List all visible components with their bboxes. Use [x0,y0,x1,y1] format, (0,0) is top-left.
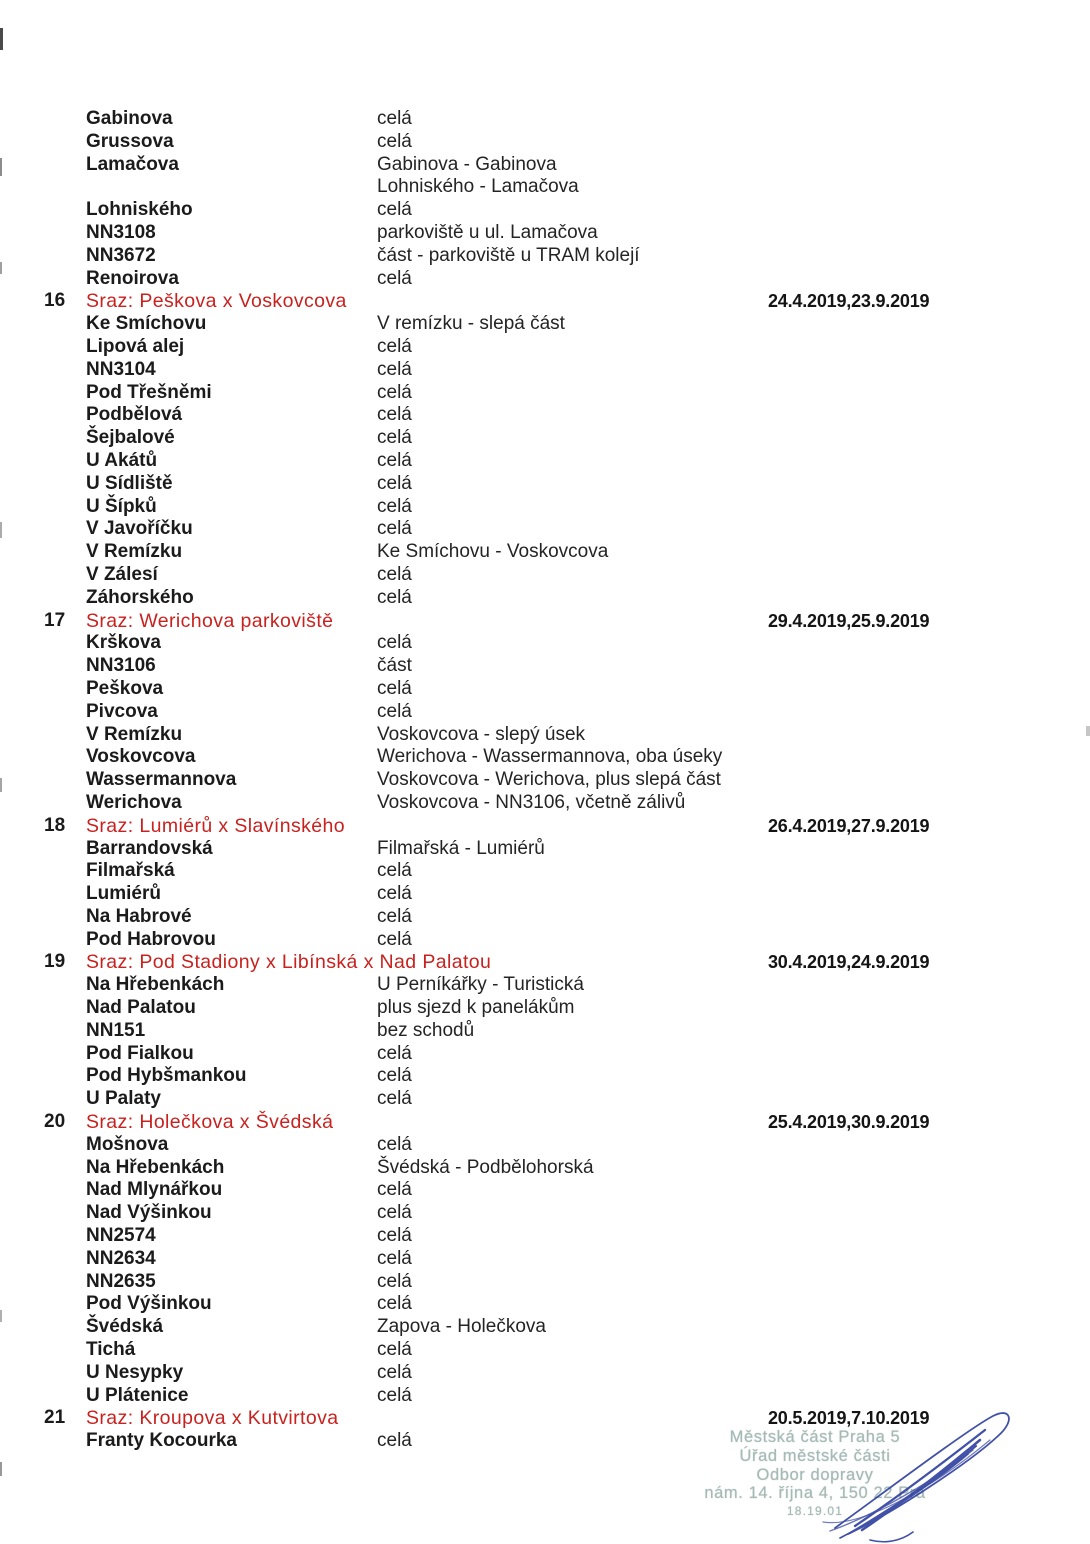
street-name: Werichova [86,791,182,813]
street-row [0,404,1090,427]
cleaning-dates: 25.4.2019,30.9.2019 [768,1112,930,1133]
street-name: U Nesypky [86,1361,184,1383]
street-extent: celá [377,677,412,699]
street-name: NN3106 [86,655,156,677]
street-row [0,1362,1090,1385]
street-name: Peškova [86,677,164,699]
street-extent: celá [377,358,412,380]
street-extent: celá [377,586,412,608]
street-name: Pod Třešněmi [86,381,212,403]
street-row [0,1339,1090,1362]
street-row [0,1134,1090,1157]
street-extent: plus sjezd k panelákům [377,997,575,1019]
street-list [0,108,1090,1453]
street-row [0,108,1090,131]
street-name: Voskovcova [86,746,196,768]
section-row [0,610,1090,633]
street-extent: bez schodů [377,1019,475,1041]
section-number: 17 [44,609,66,631]
street-row [0,1271,1090,1294]
street-row [0,883,1090,906]
street-row [0,496,1090,519]
street-name: NN3108 [86,221,156,243]
street-name: Krškova [86,632,161,654]
section-number: 19 [44,951,66,973]
street-row [0,564,1090,587]
street-name: NN151 [86,1019,146,1041]
street-row [0,336,1090,359]
street-extent: Voskovcova - slepý úsek [377,723,586,745]
street-name: Barrandovská [86,837,213,859]
street-extent: Gabinova - Gabinova [377,153,557,175]
section-number: 18 [44,814,66,836]
street-extent: celá [377,1430,412,1452]
street-extent: Ke Smíchovu - Voskovcova [377,541,609,563]
section-number: 20 [44,1111,66,1133]
street-name: NN2635 [86,1270,156,1292]
street-extent: celá [377,1042,412,1064]
street-name: Wassermannova [86,769,237,791]
street-name: Gabinova [86,108,173,129]
street-row [0,1157,1090,1180]
street-extent: část [377,655,412,677]
street-row [0,1225,1090,1248]
street-row [0,746,1090,769]
street-extent: V remízku - slepá část [377,313,565,335]
street-name: U Sídliště [86,472,173,494]
street-extent: celá [377,883,412,905]
street-extent: celá [377,335,412,357]
street-row [0,359,1090,382]
street-row [0,929,1090,952]
cleaning-dates: 29.4.2019,25.9.2019 [768,610,930,631]
street-name: Tichá [86,1339,136,1361]
stamp-line: nám. 14. října 4, 150 22 Pra [704,1484,926,1503]
meeting-point-label: Sraz: Werichova parkoviště [86,609,334,632]
street-extent: parkoviště u ul. Lamačova [377,221,598,243]
meeting-point-label: Sraz: Lumiérů x Slavínského [86,814,345,837]
street-extent: celá [377,1065,412,1087]
street-name: Nad Výšinkou [86,1202,212,1224]
street-name: Lumiérů [86,883,161,905]
street-name: Pod Fialkou [86,1042,194,1064]
street-extent: celá [377,449,412,471]
street-extent: Švédská - Podbělohorská [377,1156,594,1178]
street-row [0,176,1090,199]
meeting-point-label: Sraz: Pod Stadiony x Libínská x Nad Palatou [86,951,492,974]
scan-artifact [0,1462,2,1476]
street-extent: celá [377,404,412,426]
street-name: U Plátenice [86,1384,189,1406]
street-row [0,1202,1090,1225]
street-name: U Akátů [86,449,158,471]
stamp-line: Městská část Praha 5 [729,1428,901,1446]
street-row [0,632,1090,655]
street-extent: celá [377,928,412,950]
street-name: Renoirova [86,267,179,289]
street-name: Ke Smíchovu [86,313,207,335]
street-extent: Lohniského - Lamačova [377,176,579,198]
street-extent: U Perníkářky - Turistická [377,974,584,996]
street-extent: celá [377,472,412,494]
street-extent: Filmařská - Lumiérů [377,837,545,859]
street-row [0,268,1090,291]
street-extent: celá [377,1088,412,1110]
street-row [0,974,1090,997]
street-name: Podbělová [86,404,183,426]
street-name: NN3104 [86,358,156,380]
street-row [0,1088,1090,1111]
street-name: Na Habrové [86,905,192,927]
street-name: Na Hřebenkách [86,974,225,996]
street-extent: celá [377,199,412,221]
street-row [0,860,1090,883]
street-row [0,997,1090,1020]
section-row [0,815,1090,838]
street-row [0,1020,1090,1043]
street-row [0,382,1090,405]
street-name: Švédská [86,1316,164,1338]
street-extent: celá [377,427,412,449]
street-row [0,1248,1090,1271]
street-extent: Voskovcova - Werichova, plus slepá část [377,769,721,791]
street-name: Záhorského [86,586,194,608]
street-row [0,427,1090,450]
section-number: 21 [44,1407,66,1429]
street-name: Filmařská [86,860,175,882]
street-name: NN2574 [86,1225,156,1247]
street-name: U Palaty [86,1088,161,1110]
section-row [0,1111,1090,1134]
street-name: Na Hřebenkách [86,1156,225,1178]
cleaning-dates: 26.4.2019,27.9.2019 [768,815,930,836]
street-name: Pod Hybšmankou [86,1065,247,1087]
street-extent: celá [377,381,412,403]
street-name: V Remízku [86,541,183,563]
street-name: NN2634 [86,1247,156,1269]
meeting-point-label: Sraz: Holečkova x Švédská [86,1111,334,1134]
street-row [0,906,1090,929]
street-row [0,222,1090,245]
street-name: Pivcova [86,700,158,722]
street-extent: celá [377,1361,412,1383]
street-row [0,1316,1090,1339]
street-extent: celá [377,495,412,517]
street-row [0,1043,1090,1066]
street-extent: celá [377,1133,412,1155]
street-row [0,838,1090,861]
street-row [0,792,1090,815]
street-extent: celá [377,1247,412,1269]
street-name: Grussova [86,130,174,152]
street-extent: část - parkoviště u TRAM kolejí [377,244,640,266]
stamp-line: 18.19.01 [786,1504,844,1519]
street-extent: celá [377,860,412,882]
street-name: V Zálesí [86,563,158,585]
street-name: Lamačova [86,153,179,175]
street-extent: celá [377,1270,412,1292]
street-name: V Remízku [86,723,183,745]
street-row [0,724,1090,747]
street-extent: celá [377,1339,412,1361]
street-extent: celá [377,108,412,129]
street-row [0,1179,1090,1202]
section-row [0,290,1090,313]
street-row [0,769,1090,792]
street-row [0,245,1090,268]
section-row [0,951,1090,974]
street-name: Franty Kocourka [86,1430,237,1452]
street-row [0,678,1090,701]
stamp-line: Úřad městské části [739,1446,891,1465]
meeting-point-label: Sraz: Peškova x Voskovcova [86,290,347,313]
street-name: Šejbalové [86,427,175,449]
street-row [0,199,1090,222]
cleaning-dates: 30.4.2019,24.9.2019 [768,952,930,973]
street-row [0,154,1090,177]
street-name: Pod Habrovou [86,928,216,950]
stamp-line: Odbor dopravy [756,1465,874,1484]
street-extent: celá [377,905,412,927]
street-extent: celá [377,130,412,152]
street-name: U Šípků [86,495,157,517]
street-name: Nad Palatou [86,997,196,1019]
street-name: NN3672 [86,244,156,266]
street-name: Nad Mlynářkou [86,1179,223,1201]
street-extent: celá [377,563,412,585]
scan-artifact [0,28,3,50]
street-row [0,450,1090,473]
street-extent: celá [377,1225,412,1247]
street-row [0,473,1090,496]
street-row [0,313,1090,336]
street-row [0,655,1090,678]
street-extent: celá [377,700,412,722]
meeting-point-label: Sraz: Kroupova x Kutvirtova [86,1407,339,1430]
street-extent: celá [377,1293,412,1315]
street-name: Lipová alej [86,335,185,357]
street-name: Lohniského [86,199,193,221]
street-name: Pod Výšinkou [86,1293,212,1315]
street-extent: Zapova - Holečkova [377,1316,546,1338]
street-extent: celá [377,1384,412,1406]
street-row [0,1293,1090,1316]
street-extent: Werichova - Wassermannova, oba úseky [377,746,723,768]
street-name: Mošnova [86,1133,169,1155]
signature [680,1400,1020,1544]
street-row [0,1065,1090,1088]
cleaning-dates: 24.4.2019,23.9.2019 [768,291,930,312]
street-extent: Voskovcova - NN3106, včetně zálivů [377,791,686,813]
street-name: V Javoříčku [86,518,193,540]
street-row [0,587,1090,610]
street-extent: celá [377,1202,412,1224]
street-row [0,131,1090,154]
street-extent: celá [377,518,412,540]
street-extent: celá [377,1179,412,1201]
cleaning-dates: 20.5.2019,7.10.2019 [768,1408,930,1429]
street-row [0,541,1090,564]
section-number: 16 [44,290,66,312]
street-row [0,701,1090,724]
street-extent: celá [377,632,412,654]
street-extent: celá [377,267,412,289]
street-row [0,518,1090,541]
